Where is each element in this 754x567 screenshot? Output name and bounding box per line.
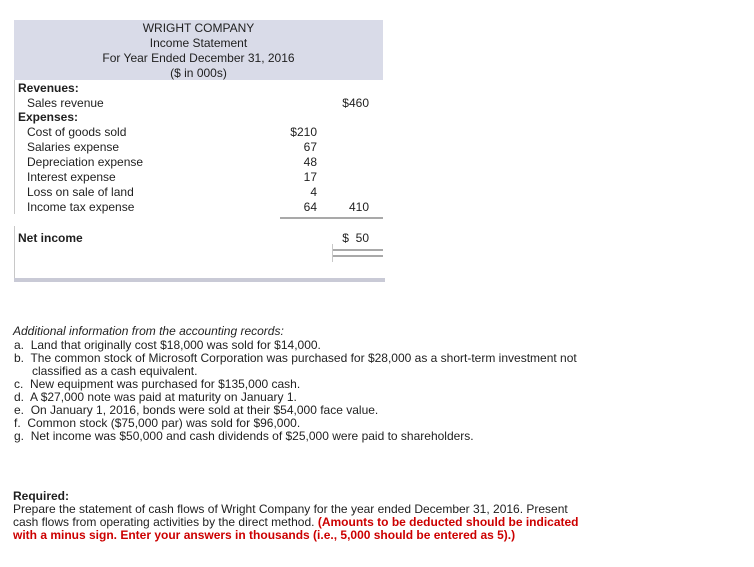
statement-header <box>14 20 383 80</box>
revenues-label: Revenues: <box>18 81 79 95</box>
required-emphasis-2: with a minus sign. Enter your answers in thousands (i.e., 5,000 should be entered as 5).) <box>13 528 516 542</box>
list-text: New equipment was purchased for $135,000 cash. <box>30 377 301 391</box>
list-marker: d. <box>14 390 25 404</box>
net-income-cell-border <box>332 244 333 262</box>
list-marker: c. <box>14 377 24 391</box>
expense-label-loss-land: Loss on sale of land <box>27 185 134 199</box>
net-income-value: $ 50 <box>342 231 369 245</box>
list-text: On January 1, 2016, bonds were sold at their $54,000 face value. <box>30 403 379 417</box>
sales-revenue-value: $460 <box>342 96 369 110</box>
list-marker: a. <box>14 338 25 352</box>
expense-value-salaries: 67 <box>303 140 317 154</box>
net-income-double-underline-1 <box>333 249 383 251</box>
list-item <box>14 430 744 443</box>
expense-value-loss-land: 4 <box>310 185 317 199</box>
expense-label-cogs: Cost of goods sold <box>27 125 127 139</box>
expenses-label: Expenses: <box>18 110 79 124</box>
company-name: WRIGHT COMPANY <box>142 21 255 35</box>
required-section <box>13 490 748 542</box>
list-marker: b. <box>14 351 25 365</box>
required-line-2-text: cash flows from operating activities by the direct method. <box>13 515 315 529</box>
list-text: Land that originally cost $18,000 was sold for $14,000. <box>30 338 321 352</box>
additional-info-list <box>14 339 744 443</box>
list-text: Common stock ($75,000 par) was sold for $96,000. <box>27 416 301 430</box>
expense-label-depreciation: Depreciation expense <box>27 155 144 169</box>
statement-title: Income Statement <box>149 36 248 50</box>
table-left-border-lower <box>14 226 15 282</box>
list-marker: f. <box>14 416 21 430</box>
list-marker: g. <box>14 429 25 443</box>
statement-period: For Year Ended December 31, 2016 <box>102 51 295 65</box>
expense-label-interest: Interest expense <box>27 170 116 184</box>
expense-value-interest: 17 <box>303 170 317 184</box>
list-marker: e. <box>14 403 25 417</box>
expenses-total-value: 410 <box>348 200 369 214</box>
net-income-label: Net income <box>18 231 83 245</box>
required-title: Required: <box>13 489 70 503</box>
table-bottom-bar <box>14 278 385 282</box>
list-text: Net income was $50,000 and cash dividends of $25,000 were paid to shareholders. <box>30 429 474 443</box>
required-emphasis-1: (Amounts to be deducted should be indicated <box>317 515 579 529</box>
table-left-border <box>14 80 15 214</box>
required-line-1: Prepare the statement of cash flows of Wright Company for the year ended December 31, 2016. Present <box>13 502 568 516</box>
list-text: A $27,000 note was paid at maturity on January 1. <box>30 390 297 404</box>
sales-revenue-label: Sales revenue <box>27 96 104 110</box>
expense-value-cogs: $210 <box>290 125 317 139</box>
expense-value-income-tax: 64 <box>303 200 317 214</box>
expense-label-income-tax: Income tax expense <box>27 200 135 214</box>
total-underline <box>280 217 383 219</box>
list-item-continuation: classified as a cash equivalent. <box>32 364 198 378</box>
expense-label-salaries: Salaries expense <box>27 140 120 154</box>
additional-info-title: Additional information from the accounting records: <box>13 324 284 338</box>
net-income-double-underline-2 <box>333 255 383 257</box>
expense-value-depreciation: 48 <box>303 155 317 169</box>
statement-units: ($ in 000s) <box>170 66 227 80</box>
list-text: The common stock of Microsoft Corporation was purchased for $28,000 as a short-term investment not <box>30 351 577 365</box>
